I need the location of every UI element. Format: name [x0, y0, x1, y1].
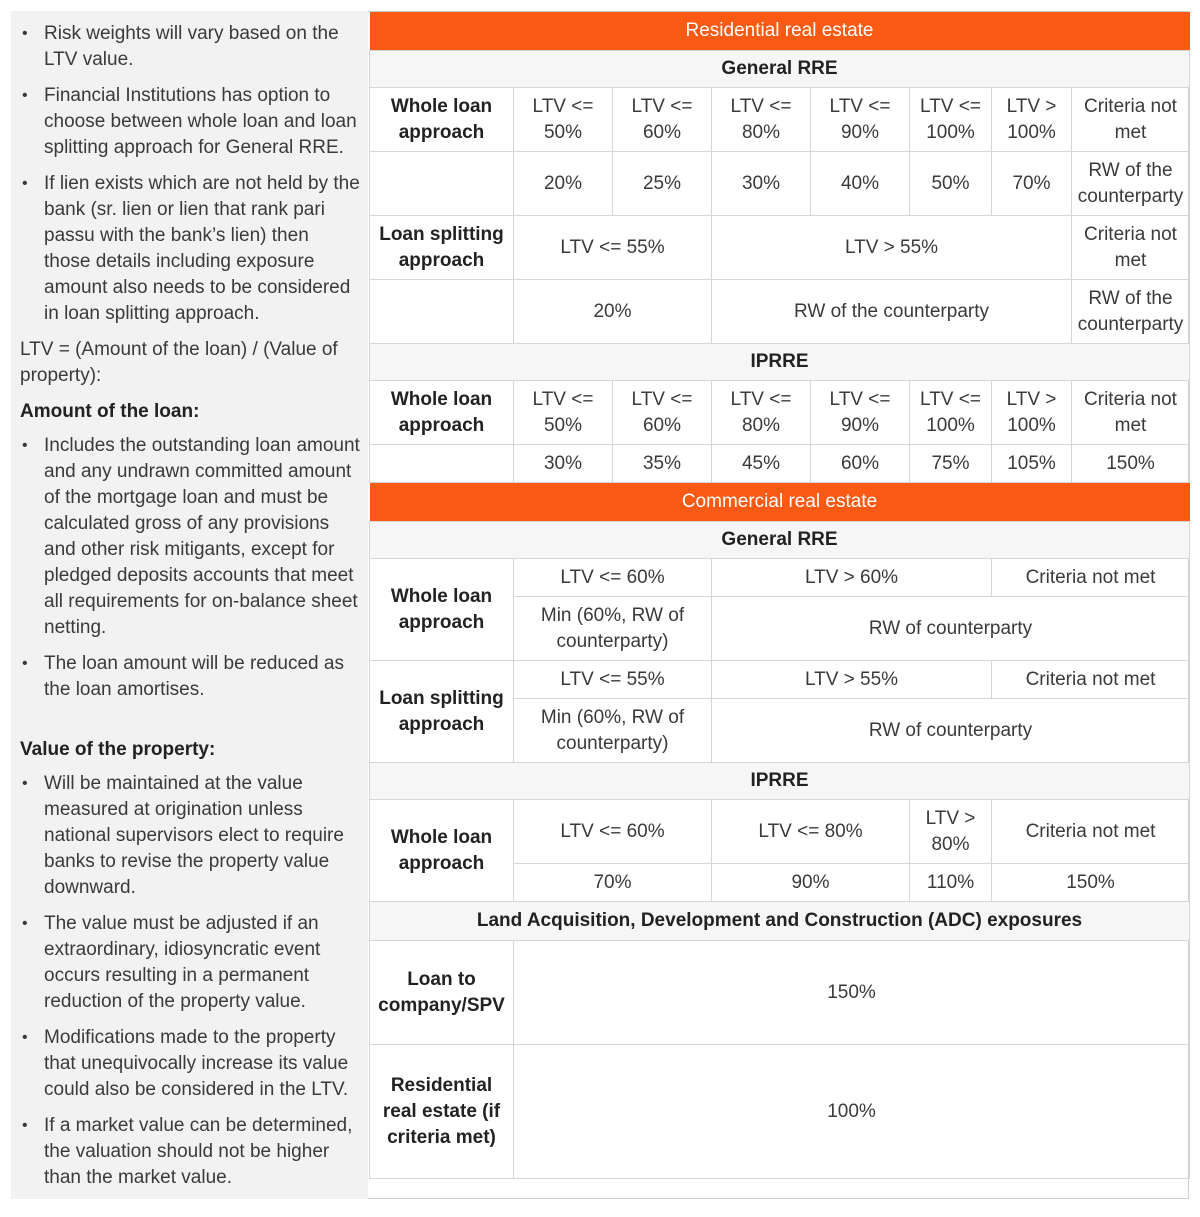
list-item: • The value must be adjusted if an extraordinary, idiosyncratic event occurs resulting in a permanent reduction of the property value.	[20, 911, 360, 1015]
section-banner	[370, 12, 1190, 51]
table-cell: 30%	[712, 152, 811, 216]
table-cell: 25%	[613, 152, 712, 216]
table-cell: LTV <= 55%	[514, 216, 712, 280]
table-cell: 100%	[514, 1045, 1190, 1179]
row-label: Loan splitting approach	[370, 216, 514, 280]
table-cell: LTV > 55%	[712, 216, 1072, 280]
table-row	[370, 445, 1190, 483]
table-cell: 35%	[613, 445, 712, 483]
row-label: Residential real estate (if criteria met)	[370, 1045, 514, 1179]
table-cell: LTV <= 60%	[514, 800, 712, 864]
table-cell	[370, 152, 514, 216]
list-item: • Includes the outstanding loan amount and any undrawn committed amount of the mortgage loan and must be calculated gross of any provisions and other risk mitigants, except for pledged deposits accounts that meet all requirements for on-balance sheet netting.	[20, 433, 360, 641]
list-item: • If a market value can be determined, the valuation should not be higher than the market value.	[20, 1113, 360, 1191]
section-title: Land Acquisition, Development and Construction (ADC) exposures	[370, 902, 1190, 941]
table-row	[370, 941, 1190, 1045]
table-cell: LTV <= 90%	[811, 381, 910, 445]
table-row	[370, 381, 1190, 445]
cre-banner: Commercial real estate	[370, 483, 1190, 522]
table-cell: LTV <= 80%	[712, 800, 910, 864]
table-cell: LTV <= 50%	[514, 88, 613, 152]
section-title: IPRRE	[370, 344, 1190, 381]
general-notes-list	[20, 21, 360, 327]
section-banner	[370, 483, 1190, 522]
amount-notes-list	[20, 433, 360, 703]
list-item: • Modifications made to the property that unequivocally increase its value could also be considered in the LTV.	[20, 1025, 360, 1103]
table-cell: LTV > 80%	[910, 800, 992, 864]
row-label: Whole loan approach	[370, 800, 514, 902]
row-label: Whole loan approach	[370, 88, 514, 152]
table-cell: 40%	[811, 152, 910, 216]
table-cell: 30%	[514, 445, 613, 483]
row-label: Whole loan approach	[370, 559, 514, 661]
table-cell: LTV <= 50%	[514, 381, 613, 445]
table-cell: LTV <= 60%	[514, 559, 712, 597]
ltv-formula: LTV = (Amount of the loan) / (Value of property):	[20, 339, 338, 386]
table-row	[370, 152, 1190, 216]
table-cell: LTV > 60%	[712, 559, 992, 597]
table-cell: 50%	[910, 152, 992, 216]
table-cell: Min (60%, RW of counterparty)	[514, 699, 712, 763]
table-cell: LTV > 100%	[992, 381, 1072, 445]
table-cell: 20%	[514, 280, 712, 344]
table-cell: 70%	[992, 152, 1072, 216]
table-cell: LTV <= 90%	[811, 88, 910, 152]
table-cell: 45%	[712, 445, 811, 483]
list-item: • If lien exists which are not held by the bank (sr. lien or lien that rank pari passu with the bank’s lien) then those details including exposure amount also needs to be considered in loan splitting approach.	[20, 171, 360, 327]
table-cell: LTV <= 60%	[613, 381, 712, 445]
table-row	[370, 661, 1190, 699]
table-cell: Criteria not met	[992, 661, 1190, 699]
table-cell: 150%	[1072, 445, 1190, 483]
notes-panel	[11, 11, 368, 1199]
table-cell: Min (60%, RW of counterparty)	[514, 597, 712, 661]
rre-banner: Residential real estate	[370, 12, 1190, 51]
value-notes-list	[20, 771, 360, 1191]
row-label: Loan splitting approach	[370, 661, 514, 763]
section-title: General RRE	[370, 51, 1190, 88]
list-item: • Risk weights will vary based on the LTV value.	[20, 21, 360, 73]
list-item: • Will be maintained at the value measured at origination unless national supervisors elect to require banks to revise the property value downward.	[20, 771, 360, 901]
table-cell: LTV > 100%	[992, 88, 1072, 152]
risk-weight-table-panel	[369, 12, 1189, 1179]
table-cell: LTV <= 80%	[712, 88, 811, 152]
table-cell: 70%	[514, 864, 712, 902]
table-cell: LTV <= 80%	[712, 381, 811, 445]
table-cell: RW of counterparty	[712, 699, 1190, 763]
table-cell: LTV <= 60%	[613, 88, 712, 152]
table-cell: RW of counterparty	[712, 597, 1190, 661]
table-cell	[370, 445, 514, 483]
section-title: General RRE	[370, 522, 1190, 559]
table-cell: Criteria not met	[1072, 216, 1190, 280]
table-cell: 90%	[712, 864, 910, 902]
table-cell: LTV <= 100%	[910, 88, 992, 152]
table-row	[370, 88, 1190, 152]
table-row	[370, 800, 1190, 864]
table-cell	[370, 280, 514, 344]
table-cell: LTV <= 100%	[910, 381, 992, 445]
table-cell: RW of the counterparty	[1072, 280, 1190, 344]
table-cell: 150%	[514, 941, 1190, 1045]
table-cell: Criteria not met	[992, 559, 1190, 597]
list-item: • Financial Institutions has option to choose between whole loan and loan splitting approach for General RRE.	[20, 83, 360, 161]
table-cell: LTV > 55%	[712, 661, 992, 699]
table-cell: Criteria not met	[992, 800, 1190, 864]
table-cell: 75%	[910, 445, 992, 483]
list-item: • The loan amount will be reduced as the loan amortises.	[20, 651, 360, 703]
table-cell: RW of the counterparty	[712, 280, 1072, 344]
table-cell: 110%	[910, 864, 992, 902]
table-row	[370, 216, 1190, 280]
table-cell: Criteria not met	[1072, 381, 1190, 445]
row-label: Loan to company/SPV	[370, 941, 514, 1045]
table-cell: 60%	[811, 445, 910, 483]
table-cell: 150%	[992, 864, 1190, 902]
table-row	[370, 559, 1190, 597]
table-cell: Criteria not met	[1072, 88, 1190, 152]
table-cell: 105%	[992, 445, 1072, 483]
table-cell: 20%	[514, 152, 613, 216]
risk-weight-table	[369, 12, 1190, 1179]
row-label: Whole loan approach	[370, 381, 514, 445]
table-cell: RW of the counterparty	[1072, 152, 1190, 216]
table-row	[370, 1045, 1190, 1179]
amount-heading: Amount of the loan:	[20, 401, 200, 422]
value-heading: Value of the property:	[20, 739, 216, 760]
table-row	[370, 280, 1190, 344]
section-title: IPRRE	[370, 763, 1190, 800]
table-cell: LTV <= 55%	[514, 661, 712, 699]
